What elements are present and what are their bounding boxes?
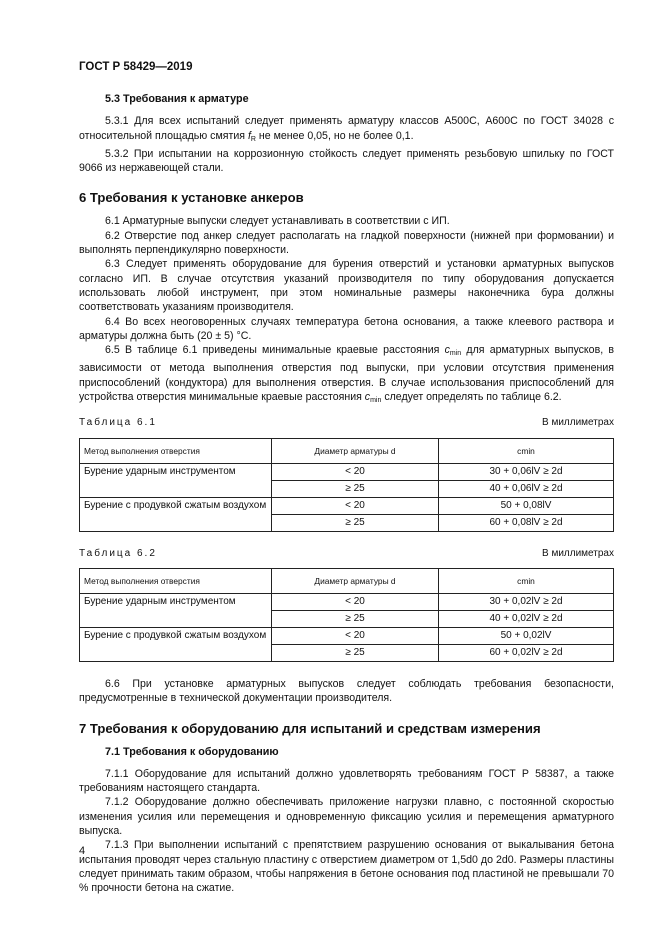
section-6-title: 6 Требования к установке анкеров [79,190,304,206]
page-number: 4 [79,845,86,857]
table-cell-cmin: 60 + 0,02lV ≥ 2d [439,644,614,661]
section-7-1-title: 7.1 Требования к оборудованию [105,745,279,758]
page-content [79,92,614,896]
table-cell-diameter: < 20 [272,593,439,610]
document-code: ГОСТ Р 58429—2019 [79,61,193,73]
table-row [80,627,614,644]
paragraph-6-1: 6.1 Арматурные выпуски следует устанавливать в соответствии с ИП. [105,215,450,228]
table-header-method: Метод выполнения отверстия [80,568,272,593]
table-cell-cmin: 40 + 0,06lV ≥ 2d [439,480,614,497]
table-header-diameter: Диаметр арматуры d [272,438,439,463]
table-header-method: Метод выполнения отверстия [80,438,272,463]
table-6-1-caption: Таблица 6.1 [79,417,157,429]
table-6-1-units: В миллиметрах [542,417,614,429]
paragraph-6-2: 6.2 Отверстие под анкер следует располагать на гладкой поверхности (нижней при формовании) и выполнять перпендикулярно поверхности. [79,229,614,257]
table-row [80,463,614,480]
table-6-2-units: В миллиметрах [542,547,614,559]
table-cell-method: Бурение ударным инструментом [80,593,272,627]
table-header-row [80,438,614,463]
table-cell-cmin: 50 + 0,02lV [439,627,614,644]
table-header-row [80,568,614,593]
table-cell-diameter: ≥ 25 [272,644,439,661]
table-cell-cmin: 30 + 0,02lV ≥ 2d [439,593,614,610]
table-cell-diameter: ≥ 25 [272,610,439,627]
table-header-cmin: cmin [439,438,614,463]
table-6-2-caption-row [79,547,614,561]
table-cell-diameter: < 20 [272,463,439,480]
paragraph-7-1-1: 7.1.1 Оборудование для испытаний должно удовлетворять требованиям ГОСТ Р 58387, а также требованиям настоящего стандарта. [79,767,614,795]
table-6-2 [79,568,614,662]
table-row [80,593,614,610]
paragraph-6-6: 6.6 При установке арматурных выпусков следует соблюдать требования безопасности, предусмотренные в технической документации производителя. [79,677,614,705]
table-cell-diameter: < 20 [272,497,439,514]
paragraph-7-1-2: 7.1.2 Оборудование должно обеспечивать приложение нагрузки плавно, с постоянной скоростью изменения усилия или перемещения и одновременную фиксацию усилия и перемещения арматурного выпуска. [79,796,614,838]
table-cell-diameter: ≥ 25 [272,480,439,497]
paragraph-5-3-2: 5.3.2 При испытании на коррозионную стойкость следует применять резьбовую шпильку по ГОСТ 9066 из нержавеющей стали. [79,147,614,175]
table-cell-cmin: 40 + 0,02lV ≥ 2d [439,610,614,627]
section-5-3-title: 5.3 Требования к арматуре [105,93,249,105]
table-header-cmin: cmin [439,568,614,593]
paragraph-6-5: 6.5 В таблице 6.1 приведены минимальные краевые расстояния $c_{min}$ для арматурных выпусков, в зависимости от метода выполнения отверстия под выпуски, при условии отсутствия применения приспособлений (кондуктора) для выполнения отверстия. В случае использования приспособлений для устройства отверстия минимальные краевые расстояния $c_{min}$ следует определять по таблице 6.2. [79,344,614,405]
table-header-diameter: Диаметр арматуры d [272,568,439,593]
table-6-2-caption: Таблица 6.2 [79,547,157,559]
paragraph-7-1-3: 7.1.3 При выполнении испытаний с препятствием разрушению основания от выкалывания бетона испытания проводят через стальную пластину с отверстием диаметром от 1,5d0 до 2d0. Размеры пластины следует принимать таким образом, чтобы напряжения в бетоне основания под пластиной не превышали 70 % прочности бетона на сжатие. [79,839,614,895]
table-cell-method: Бурение с продувкой сжатым воздухом [80,497,272,531]
paragraph-5-3-1: 5.3.1 Для всех испытаний следует применять арматуру классов А500С, А600С по ГОСТ 34028 с относительной площадью смятия $f_R$ не менее 0,05, но не более 0,1. [79,115,614,143]
table-cell-diameter: ≥ 25 [272,514,439,531]
table-cell-method: Бурение с продувкой сжатым воздухом [80,627,272,661]
table-cell-cmin: 60 + 0,08lV ≥ 2d [439,514,614,531]
section-7-title: 7 Требования к оборудованию для испытаний и средствам измерения [79,720,541,736]
table-row [80,497,614,514]
paragraph-6-3: 6.3 Следует применять оборудование для бурения отверстий и установки арматурных выпусков согласно ИП. В случае отсутствия указаний производителя по типу оборудования допускается использовать любой инструмент, при этом номинальные размеры наконечника бура должны соответствовать указаниям производителя. [79,258,614,314]
table-cell-cmin: 50 + 0,08lV [439,497,614,514]
paragraph-6-4: 6.4 Во всех неоговоренных случаях температура бетона основания, а также клеевого раствора и арматуры должна быть (20 ± 5) °С. [79,315,614,342]
table-cell-method: Бурение ударным инструментом [80,463,272,497]
table-6-1 [79,438,614,532]
table-cell-diameter: < 20 [272,627,439,644]
table-cell-cmin: 30 + 0,06lV ≥ 2d [439,463,614,480]
table-6-1-caption-row [79,416,614,430]
